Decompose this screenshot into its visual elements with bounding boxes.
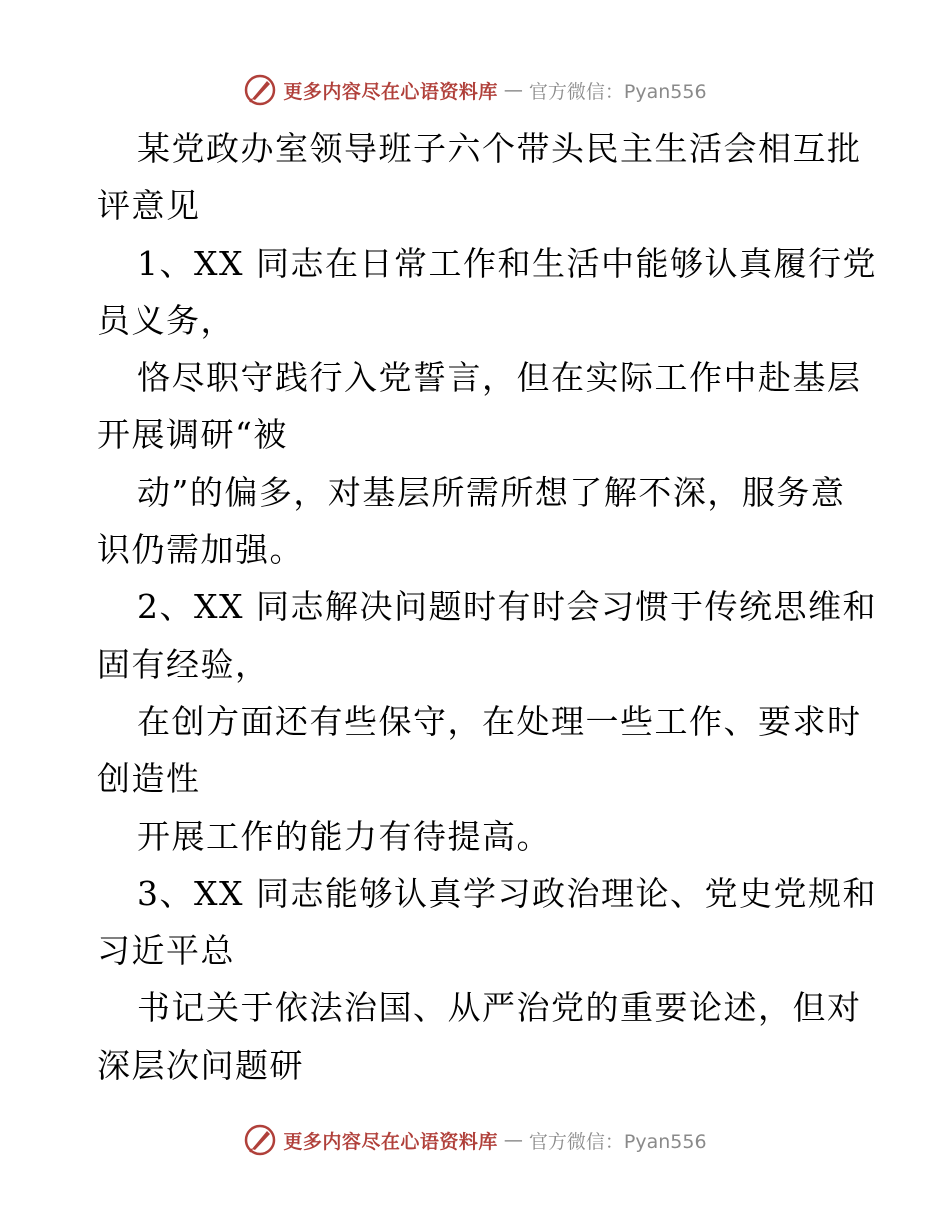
document-line: 开展调研“被 [97, 415, 288, 455]
document-line: 3、XX 同志能够认真学习政治理论、党史党规和 [137, 873, 877, 913]
quill-logo-icon [243, 73, 277, 107]
document-line: 评意见 [97, 186, 201, 226]
watermark-wechat-text: 官方微信：Pyan556 [528, 1130, 707, 1153]
document-line: 书记关于依法治国、从严治党的重要论述，但对 [137, 988, 862, 1028]
watermark-site-text: 更多内容尽在心语资料库 [283, 1130, 498, 1153]
footer-watermark [0, 1120, 950, 1160]
document-body [97, 120, 877, 1094]
document-line: 2、XX 同志解决问题时有时会习惯于传统思维和 [137, 587, 877, 627]
document-line: 在创方面还有些保守，在处理一些工作、要求时 [137, 701, 862, 741]
document-line: 识仍需加强。 [97, 530, 304, 570]
watermark-separator: — [503, 1129, 523, 1151]
document-line: 创造性 [97, 759, 201, 799]
document-line: 开展工作的能力有待提高。 [137, 816, 551, 856]
document-line: 1、XX 同志在日常工作和生活中能够认真履行党 [137, 243, 877, 283]
header-watermark [0, 70, 950, 110]
document-line: 动”的偏多，对基层所需所想了解不深，服务意 [137, 472, 846, 512]
document-line: 固有经验， [97, 644, 270, 684]
document-line: 深层次问题研 [97, 1045, 304, 1085]
watermark-site-text: 更多内容尽在心语资料库 [283, 80, 498, 103]
document-line: 恪尽职守践行入党誓言，但在实际工作中赴基层 [137, 358, 862, 398]
quill-logo-icon [243, 1123, 277, 1157]
document-line: 员义务， [97, 300, 235, 340]
document-line: 习近平总 [97, 931, 235, 971]
watermark-wechat-text: 官方微信：Pyan556 [528, 80, 707, 103]
watermark-separator: — [503, 79, 523, 101]
document-line: 某党政办室领导班子六个带头民主生活会相互批 [137, 129, 862, 168]
